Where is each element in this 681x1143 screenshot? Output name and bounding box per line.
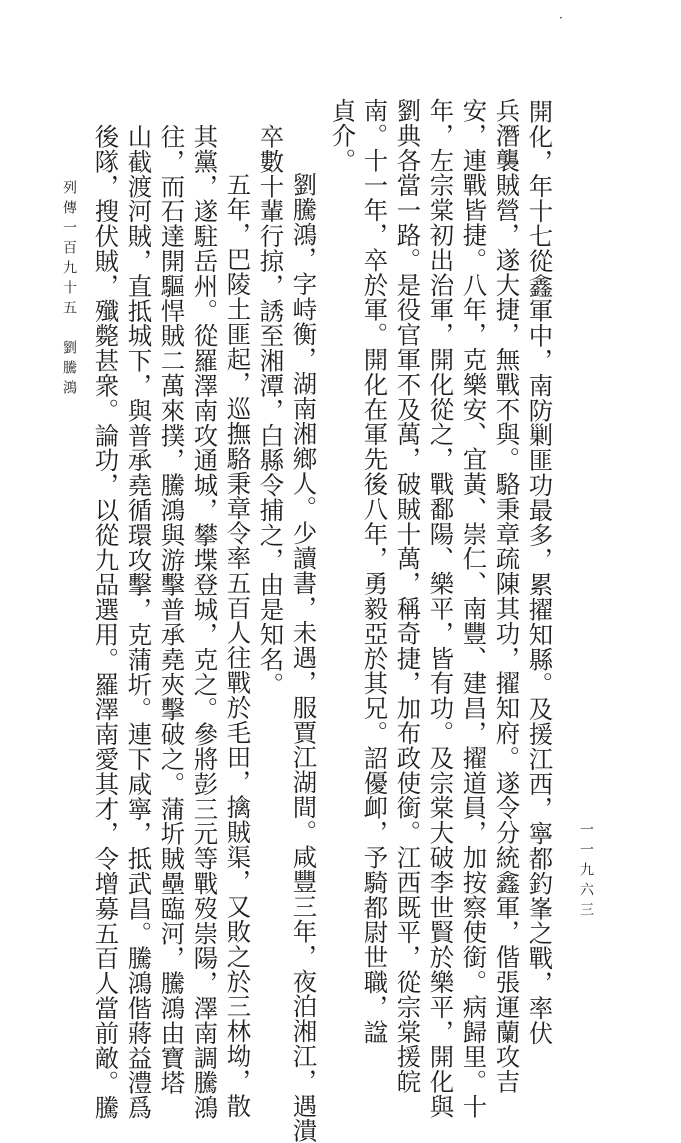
running-title: 列傳一百九十五 劉騰鴻 xyxy=(61,180,77,400)
text-column-7: 貞介。 xyxy=(327,98,357,173)
text-column-8: 劉騰鴻，字峙衡，湖南湘鄉人。少讀書，未遇，服賈江湖間。咸豐三年，夜泊湘江，遇潰 xyxy=(288,172,318,1143)
text-column-11: 其黨，遂駐岳州。從羅澤南攻通城，攀堞登城，克之。參將彭三元等戰歿崇陽，澤南調騰鴻 xyxy=(189,124,219,1120)
text-column-9: 卒數十輩行掠，誘至湘潭，白縣令捕之，由是知名。 xyxy=(255,124,285,697)
text-column-5: 劉典各當一路。是役官軍不及萬，破賊十萬，稱奇捷，加布政使銜。江西既平，從宗棠援皖 xyxy=(392,98,422,1094)
text-column-10: 五年，巴陵土匪起，巡撫駱秉章令率五百人往戰於毛田，擒賊渠，又敗之於三林坳，散 xyxy=(222,172,252,1119)
text-column-2: 兵潛襲賊營，遂大捷，無戰不與。駱秉章疏陳其功，擢知府。遂令分統鑫軍，偕張運蘭攻吉 xyxy=(491,98,521,1094)
text-column-13: 山截渡河賊，直抵城下，與普承堯循環攻擊，克蒲圻。連下咸寧，抵武昌。騰鴻偕蔣益澧爲 xyxy=(123,124,153,1120)
text-column-14: 後隊，搜伏賊，殲斃甚衆。論功，以從九品選用。羅澤南愛其才，令增募五百人當前敵。騰 xyxy=(90,124,120,1120)
text-column-6: 南。十一年，卒於軍。開化在軍先後八年，勇毅亞於其兄。詔優卹，予騎都尉世職，諡 xyxy=(359,98,389,1045)
page-top-mark: · xyxy=(559,11,563,25)
text-column-3: 安，連戰皆捷。八年，克樂安、宜黃、崇仁、南豐、建昌，擢道員，加按察使銜。病歸里。十 xyxy=(458,98,488,1119)
text-column-12: 往，而石達開驅悍賊二萬來撲，騰鴻與游擊普承堯夾擊破之。蒲圻賊壘臨河，騰鴻由寶塔 xyxy=(156,124,186,1096)
text-column-4: 年，左宗棠初出治軍，開化從之，戰鄱陽、樂平，皆有功。及宗棠大破李世賢於樂平，開化與 xyxy=(425,98,455,1119)
text-column-1: 開化，年十七從鑫軍中，南防剿匪功最多，累擢知縣。及援江西，寧都釣峯之戰，率伏 xyxy=(524,99,554,1046)
page-number: 一一九六三 xyxy=(578,822,594,922)
